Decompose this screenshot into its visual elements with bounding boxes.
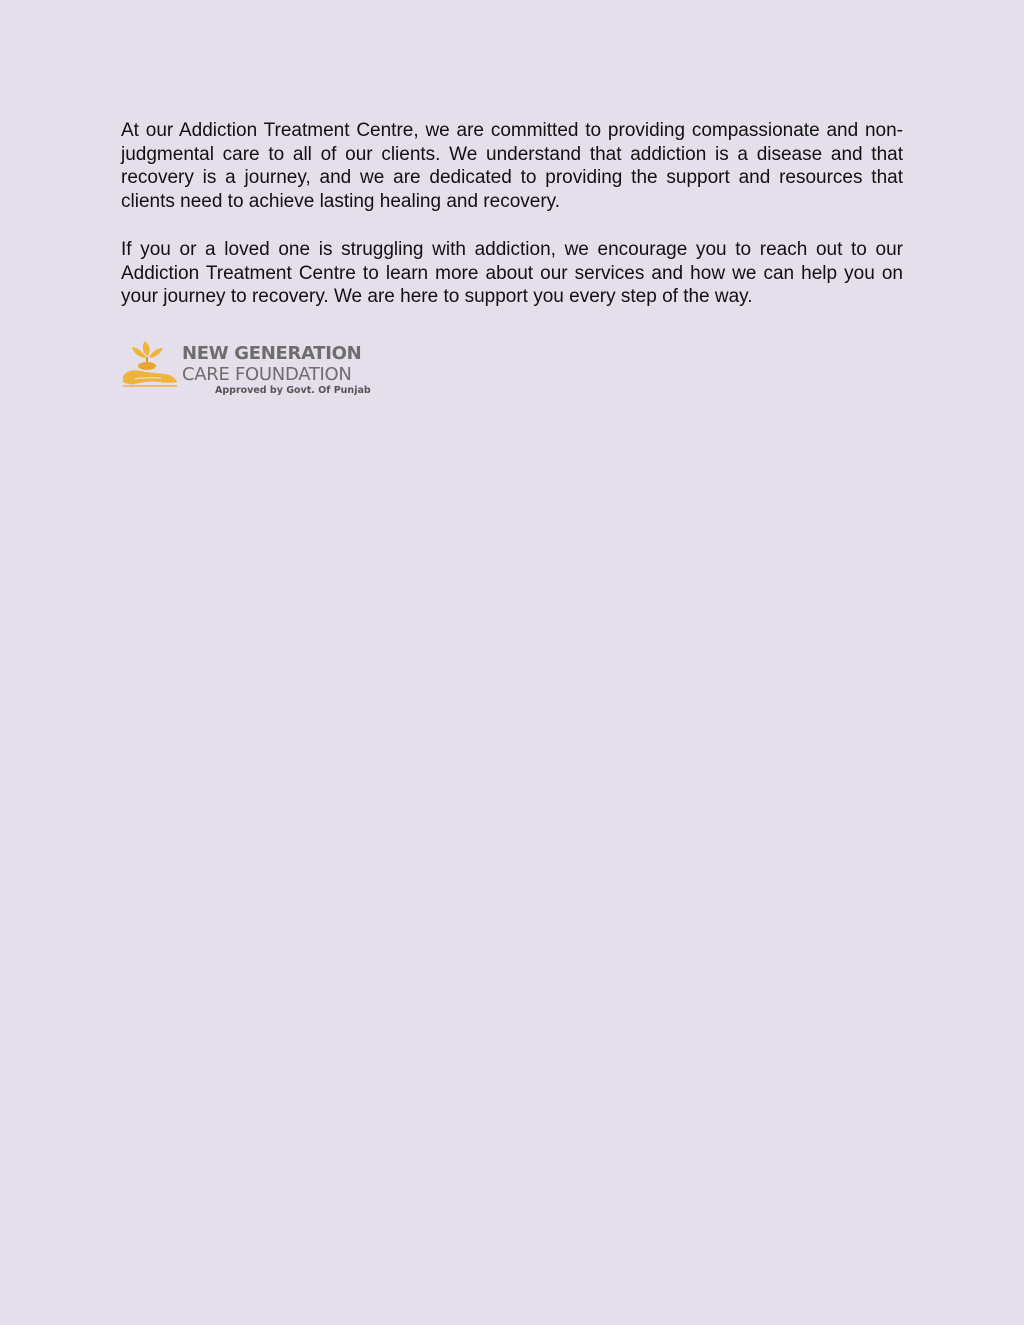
logo-tagline: Approved by Govt. Of Punjab (215, 385, 371, 396)
organization-logo (121, 338, 381, 400)
document-body (121, 119, 903, 309)
paragraph-reach-out: If you or a loved one is struggling with addiction, we encourage you to reach out to our Addiction Treatment Centre to learn more about our services and how we can help you on your journey to recovery. We are here to support you every step of the way. (121, 239, 903, 307)
paragraph-commitment: At our Addiction Treatment Centre, we are committed to providing compassionate and non-judgmental care to all of our clients. We understand that addiction is a disease and that recovery is a journey, and we are dedicated to providing the support and resources that clients need to achieve lasting healing and recovery. (121, 120, 903, 212)
logo-title-line2: CARE FOUNDATION (182, 364, 352, 385)
hand-holding-sprout-icon (121, 338, 179, 392)
logo-title-line1: NEW GENERATION (182, 343, 362, 364)
